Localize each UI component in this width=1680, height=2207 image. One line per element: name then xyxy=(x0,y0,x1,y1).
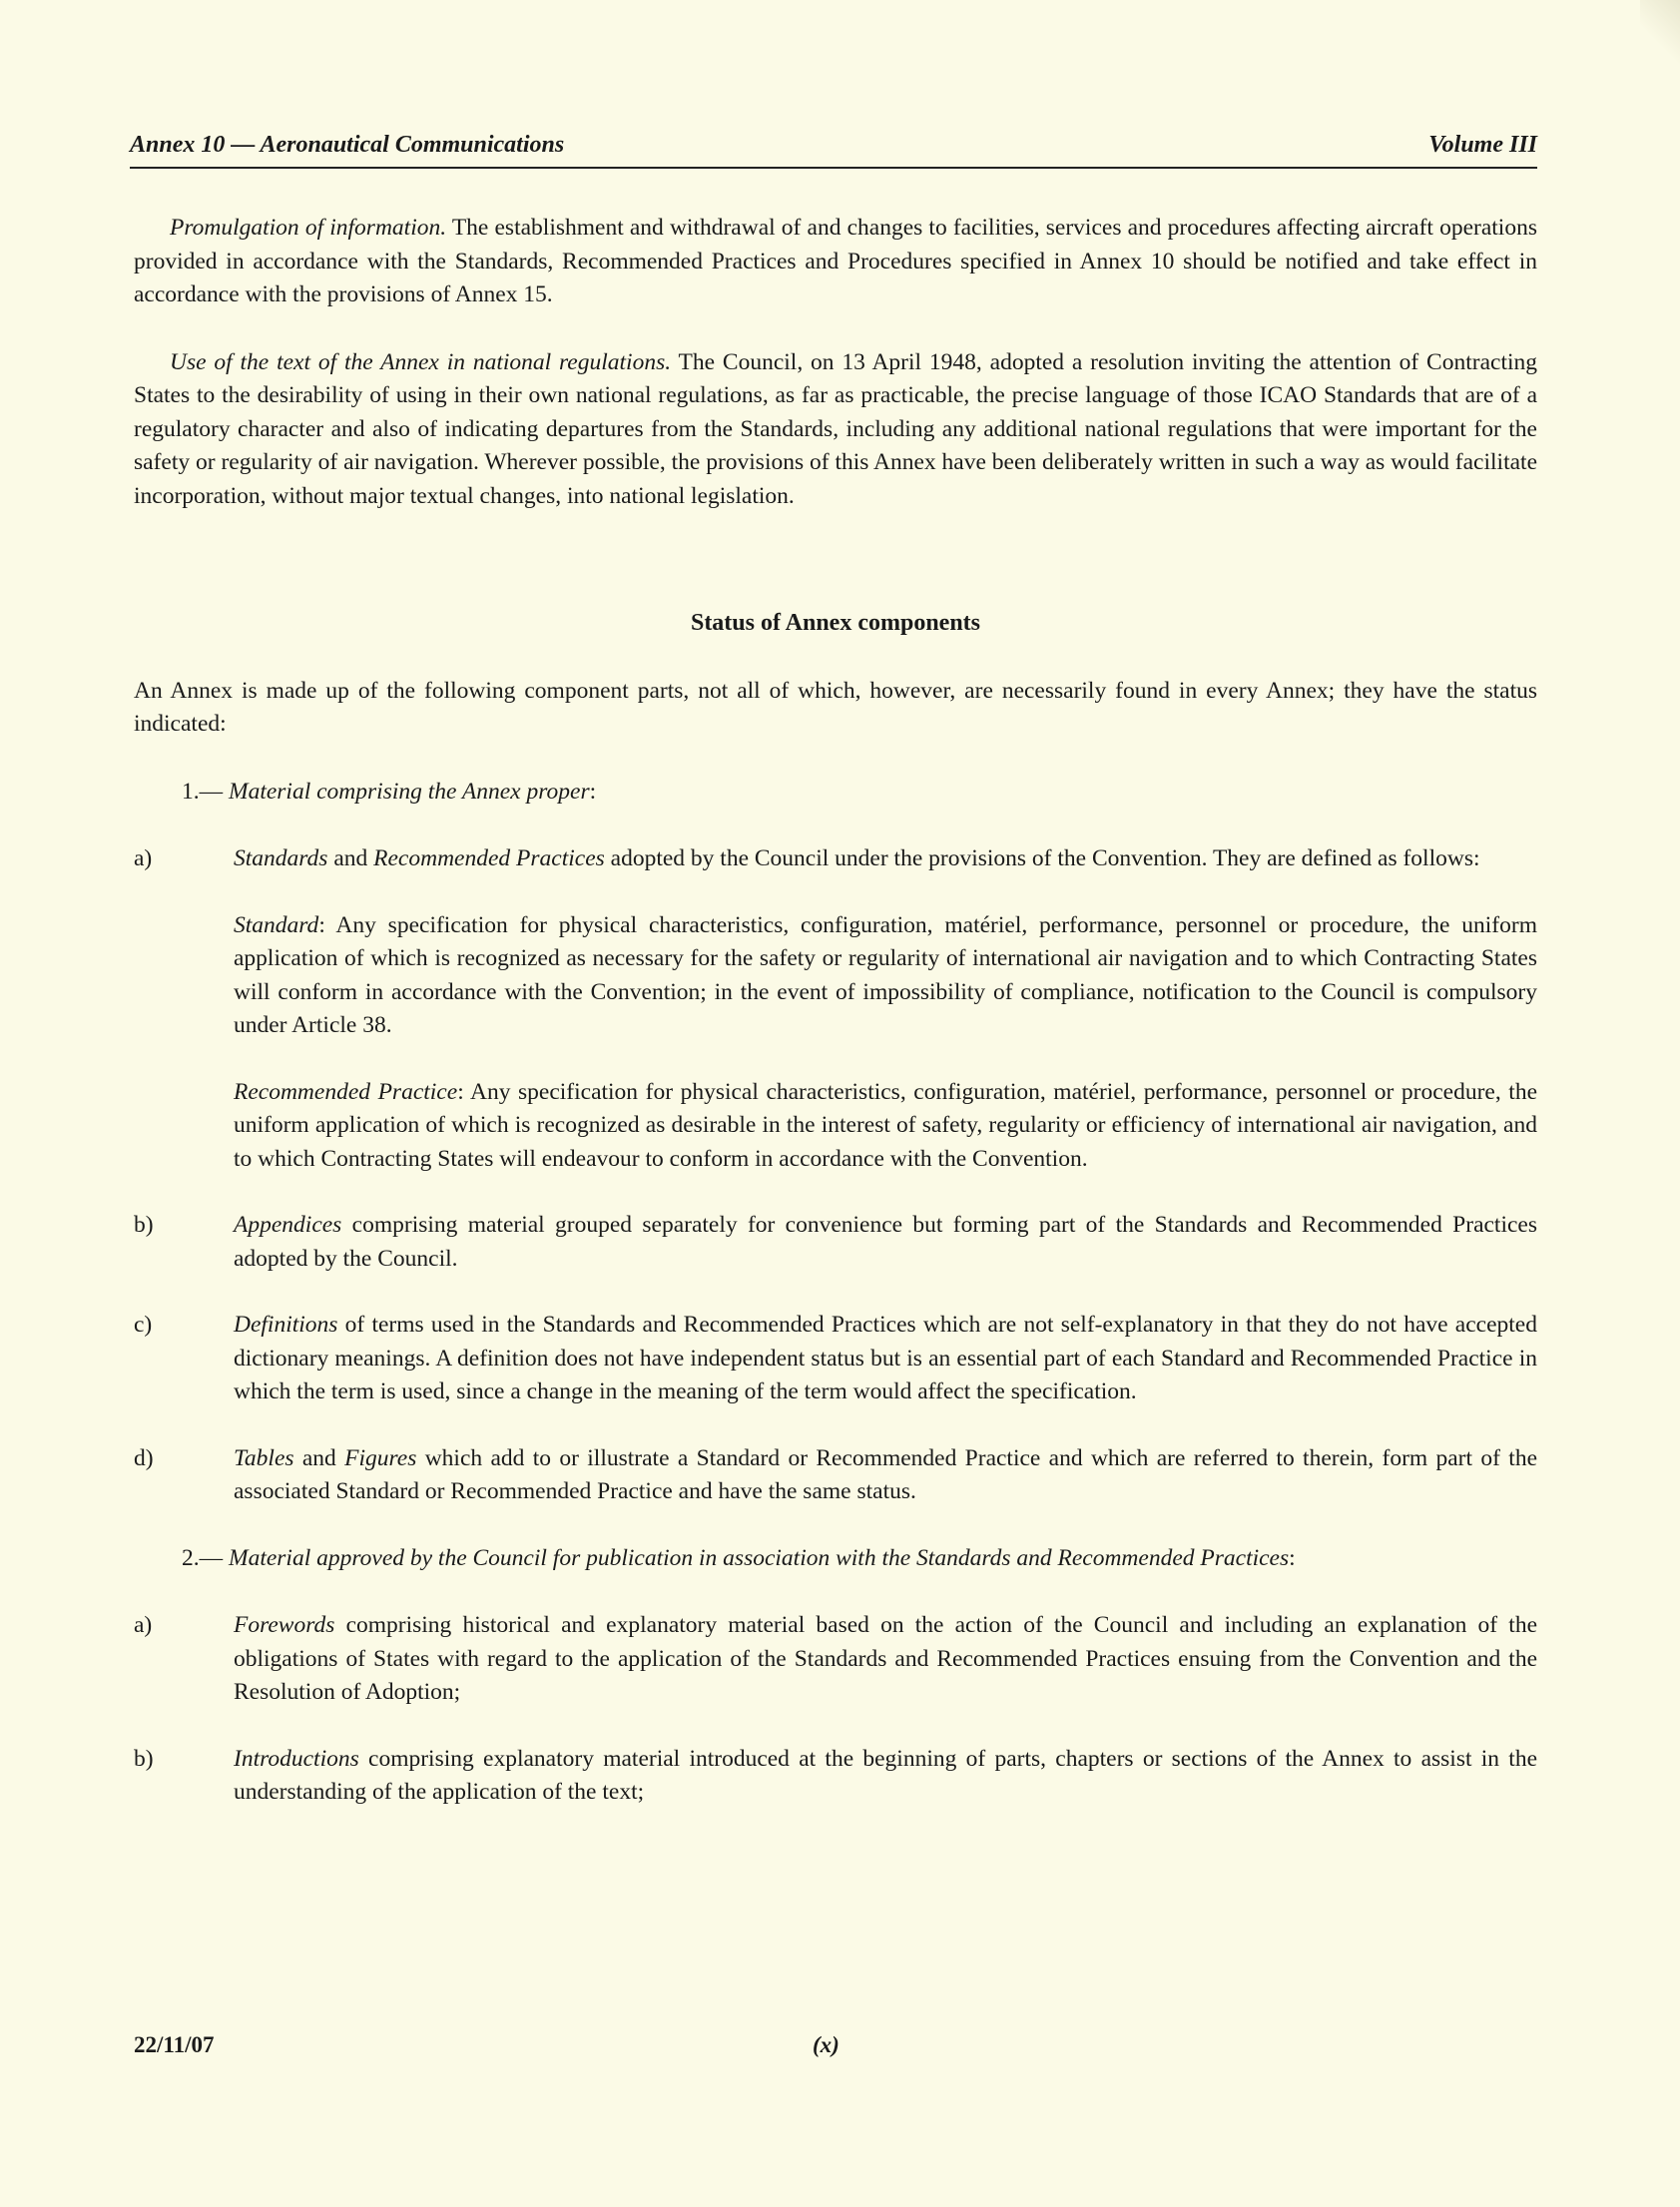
list-item-2a xyxy=(134,1609,1537,1710)
item-label: b) xyxy=(134,1212,154,1238)
item-1d-text: Tables and Figures which add to or illustrate a Standard or Recommended Practice and which are referred to therein, form part of the associated Standard or Recommended Practice and have the same status. xyxy=(234,1444,1537,1504)
item-label: b) xyxy=(134,1745,154,1772)
page-number: (x) xyxy=(813,2032,840,2057)
list-item-2b xyxy=(134,1743,1537,1810)
recommended-practice-definition: Recommended Practice: Any specification for physical characteristics, configuration, matériel, performance, personnel or procedure, the uniform application of which is recognized as desirable in the interest of safety, regularity or efficiency of international air navigation, and to which Contracting States will endeavour to conform in accordance with the Convention. xyxy=(234,1078,1537,1172)
header-volume: Volume III xyxy=(1428,132,1537,158)
status-intro: An Annex is made up of the following component parts, not all of which, however, are necessarily found in every Annex; they have the status indicated: xyxy=(134,677,1537,737)
standard-definition: Standard: Any specification for physical characteristics, configuration, matériel, performance, personnel or procedure, the uniform application of which is recognized as necessary for the safety or regularity of international air navigation and to which Contracting States will conform in accordance with the Convention; in the event of impossibility of compliance, notification to the Council is compulsory under Article 38. xyxy=(234,911,1537,1038)
section-heading: Status of Annex components xyxy=(690,610,981,636)
section-1-heading: 1.— Material comprising the Annex proper: xyxy=(182,778,597,805)
running-header xyxy=(130,132,1537,169)
national-regulations-paragraph xyxy=(134,346,1537,514)
item-label: a) xyxy=(134,845,153,871)
item-label: d) xyxy=(134,1444,154,1471)
header-title: Annex 10 — Aeronautical Communications xyxy=(130,132,565,158)
national-regulations-title: Use of the text of the Annex in national regulations. xyxy=(170,348,672,375)
item-2b-text: Introductions comprising explanatory material introduced at the beginning of parts, chapters or sections of the Annex to assist in the understanding of the application of the text; xyxy=(234,1745,1537,1805)
list-item-1a xyxy=(134,842,1537,1176)
promulgation-text: The establishment and withdrawal of and changes to facilities, services and procedures affecting aircraft operations provided in accordance with the Standards, Recommended Practices and Procedures specified in Annex 10 should be notified and take effect in accordance with the provisions of Annex 15. xyxy=(134,215,1537,307)
promulgation-title: Promulgation of information. xyxy=(170,215,447,241)
list-item-1d xyxy=(134,1442,1537,1509)
list-item-1c xyxy=(134,1309,1537,1409)
item-1a-text: Standards and Recommended Practices adopted by the Council under the provisions of the Convention. They are defined as follows: xyxy=(234,845,1480,871)
item-label: c) xyxy=(134,1312,153,1338)
national-regulations-text: The Council, on 13 April 1948, adopted a resolution inviting the attention of Contracting States to the desirability of using in their own national regulations, as far as practicable, the precise language of those ICAO Standards that are of a regulatory character and also of indicating departures from the Standards, including any additional national regulations that were important for the safety or regularity of air navigation. Wherever possible, the provisions of this Annex have been deliberately written in such a way as would facilitate incorporation, without major textual changes, into national legislation. xyxy=(134,348,1537,509)
promulgation-paragraph xyxy=(134,212,1537,312)
page-corner-fold xyxy=(1640,0,1680,70)
item-label: a) xyxy=(134,1612,153,1638)
list-item-1b xyxy=(134,1209,1537,1276)
item-2a-text: Forewords comprising historical and explanatory material based on the action of the Council and including an explanation of the obligations of States with regard to the application of the Standards and Recommended Practices ensuing from the Convention and the Resolution of Adoption; xyxy=(234,1612,1537,1705)
item-1c-text: Definitions of terms used in the Standards and Recommended Practices which are not self-explanatory in that they do not have accepted dictionary meanings. A definition does not have independent status but is an essential part of each Standard and Recommended Practice in which the term is used, since a change in the meaning of the term would affect the specification. xyxy=(234,1312,1537,1404)
footer-date: 22/11/07 xyxy=(134,2032,215,2057)
page-content xyxy=(134,212,1537,1843)
section-2-heading: 2.— Material approved by the Council for publication in association with the Standards and Recommended Practices: xyxy=(182,1544,1296,1571)
item-1b-text: Appendices comprising material grouped separately for convenience but forming part of the Standards and Recommended Practices adopted by the Council. xyxy=(234,1212,1537,1272)
